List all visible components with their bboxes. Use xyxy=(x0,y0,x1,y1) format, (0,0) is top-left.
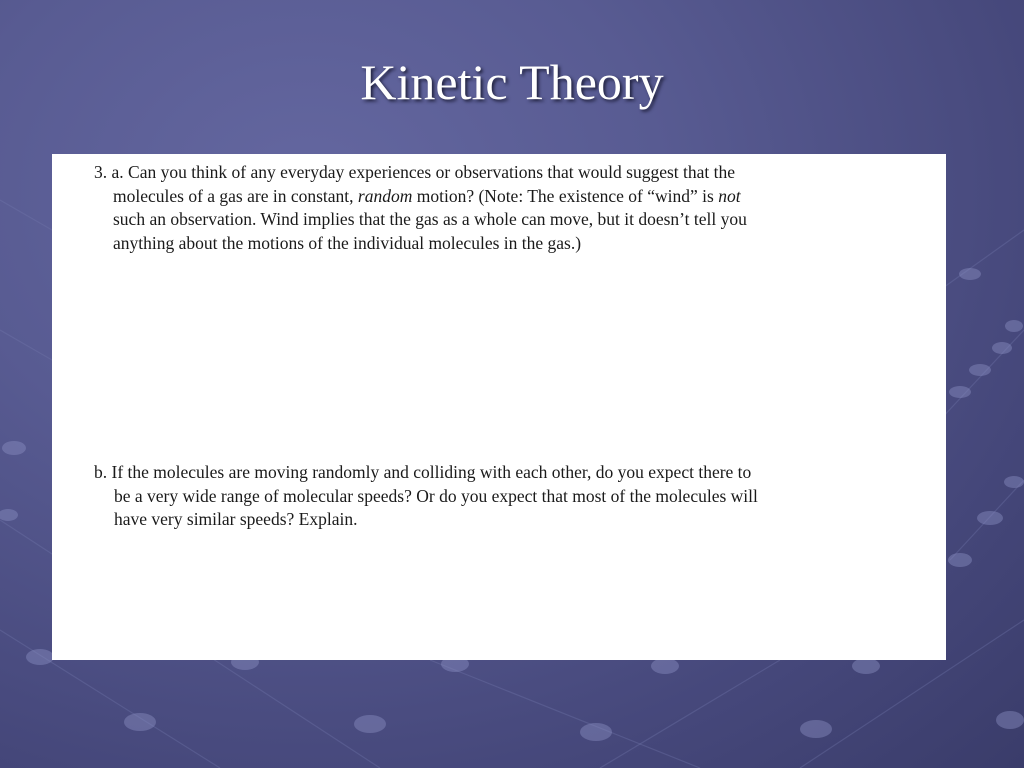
emphasis-random: random xyxy=(357,185,413,206)
question-a xyxy=(72,161,872,255)
question-b xyxy=(94,461,884,532)
question-a-line-4: anything about the motions of the individual molecules in the gas.) xyxy=(113,232,582,253)
slide-title: Kinetic Theory xyxy=(360,54,664,110)
worksheet-panel xyxy=(52,154,946,660)
question-a-line-1: 3. a. Can you think of any everyday experiences or observations that would suggest that the xyxy=(94,162,736,182)
question-b-line-3: have very similar speeds? Explain. xyxy=(114,509,358,529)
question-a-line-3: such an observation. Wind implies that the gas as a whole can move, but it doesn’t tell you xyxy=(113,209,747,229)
question-b-line-1: b. If the molecules are moving randomly and colliding with each other, do you expect there to xyxy=(94,462,752,482)
emphasis-not: not xyxy=(718,185,741,206)
question-a-line-2 xyxy=(113,185,872,209)
question-a-line-2-text: molecules of a gas are in constant, xyxy=(113,185,358,206)
question-b-line-2: be a very wide range of molecular speeds? Or do you expect that most of the molecules will xyxy=(114,485,758,506)
question-a-line-2-text-b: motion? (Note: The existence of “wind” is xyxy=(412,185,719,206)
